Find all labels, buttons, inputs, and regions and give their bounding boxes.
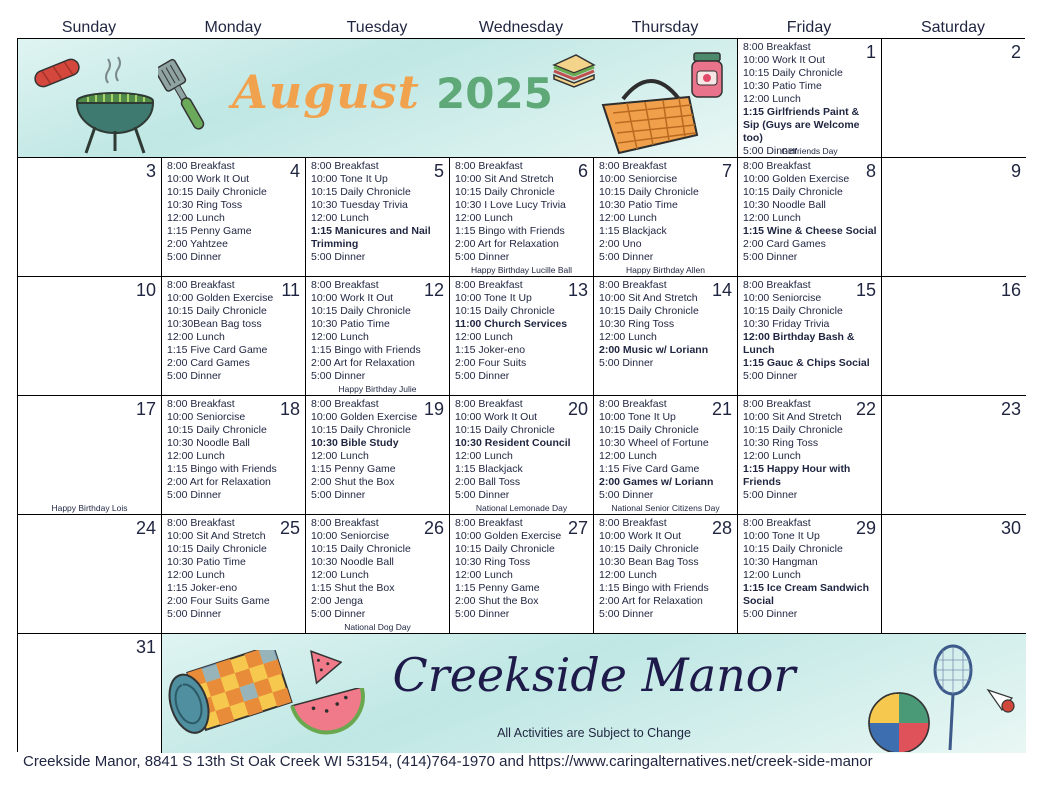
activity-item: 8:00 Breakfast	[167, 517, 235, 529]
activity-item: 10:15 Daily Chronicle	[455, 305, 555, 317]
activity-item: 8:00 Breakfast	[743, 398, 811, 410]
activity-item: 10:30 Resident Council	[455, 437, 571, 449]
day-number: 17	[135, 399, 156, 419]
activity-list	[599, 279, 733, 370]
activity-item: 5:00 Dinner	[599, 251, 654, 263]
activity-item: 10:30 Patio Time	[167, 556, 246, 568]
activity-item: 10:00 Tone It Up	[599, 411, 676, 423]
day-cell-6	[450, 158, 594, 277]
activity-item: 10:00 Work It Out	[743, 54, 826, 66]
activity-item: 10:15 Daily Chronicle	[743, 186, 843, 198]
day-number: 22	[855, 399, 876, 419]
activity-item: 10:15 Daily Chronicle	[599, 424, 699, 436]
activity-item: 5:00 Dinner	[311, 370, 366, 382]
day-number: 24	[135, 518, 156, 538]
activity-item: 10:15 Daily Chronicle	[311, 186, 411, 198]
day-number: 29	[855, 518, 876, 538]
activity-item: 5:00 Dinner	[743, 489, 798, 501]
activity-item: 10:30 Friday Trivia	[743, 318, 830, 330]
activity-item: 12:00 Lunch	[743, 212, 801, 224]
weekday-monday: Monday	[204, 19, 262, 36]
activity-item: 5:00 Dinner	[455, 489, 510, 501]
activity-item: 8:00 Breakfast	[167, 279, 235, 291]
activity-item: 10:30 Noodle Ball	[743, 199, 826, 211]
activity-item: 2:00 Shut the Box	[311, 476, 395, 488]
day-number: 20	[567, 399, 588, 419]
activity-item: 5:00 Dinner	[455, 370, 510, 382]
day-number: 31	[135, 637, 156, 657]
activity-item: 1:15 Five Card Game	[167, 344, 268, 356]
activity-item: 12:00 Lunch	[167, 450, 225, 462]
day-cell-30	[882, 515, 1026, 634]
day-cell-19	[306, 396, 450, 515]
activity-item: 12:00 Lunch	[455, 331, 513, 343]
day-number: 8	[865, 161, 876, 181]
activity-item: 12:00 Lunch	[311, 569, 369, 581]
day-cell-23	[882, 396, 1026, 515]
day-number: 1	[865, 42, 876, 62]
day-cell-11	[162, 277, 306, 396]
activity-item: 12:00 Lunch	[167, 212, 225, 224]
activity-item: 2:00 Jenga	[311, 595, 363, 607]
activity-item: 8:00 Breakfast	[311, 398, 379, 410]
activity-item: 12:00 Lunch	[599, 331, 657, 343]
activity-list	[743, 41, 877, 158]
activity-item: 10:15 Daily Chronicle	[743, 543, 843, 555]
activity-item: 10:15 Daily Chronicle	[311, 305, 411, 317]
activity-item: 1:15 Bingo with Friends	[311, 344, 421, 356]
day-cell-27	[450, 515, 594, 634]
activity-item: 10:30Bean Bag toss	[167, 318, 262, 330]
activity-item: 10:30 Ring Toss	[599, 318, 675, 330]
activity-item: 12:00 Lunch	[311, 212, 369, 224]
day-number: 18	[279, 399, 300, 419]
activity-item: 10:15 Daily Chronicle	[167, 543, 267, 555]
day-number: 7	[721, 161, 732, 181]
day-cell-1	[738, 39, 882, 158]
activity-item: 8:00 Breakfast	[599, 398, 667, 410]
weekday-tuesday: Tuesday	[346, 19, 408, 36]
activity-item: 10:30 Patio Time	[743, 80, 822, 92]
activity-item: 2:00 Art for Relaxation	[311, 357, 415, 369]
jam-jar-icon	[688, 51, 726, 101]
activity-item: 2:00 Ball Toss	[455, 476, 521, 488]
activity-item: 10:15 Daily Chronicle	[455, 186, 555, 198]
year-title: 2025	[436, 69, 553, 118]
activity-item: 10:00 Golden Exercise	[167, 292, 274, 304]
footer-banner	[162, 634, 1026, 753]
activity-item: 5:00 Dinner	[311, 608, 366, 620]
activity-item: 5:00 Dinner	[743, 145, 798, 157]
activity-item: 10:15 Daily Chronicle	[167, 424, 267, 436]
activity-item: 5:00 Dinner	[167, 251, 222, 263]
activity-item: 1:15 Blackjack	[455, 463, 523, 475]
activity-item: 1:15 Bingo with Friends	[599, 582, 709, 594]
activity-item: 2:00 Music w/ Loriann	[599, 344, 709, 356]
activity-item: 10:00 Work It Out	[311, 292, 394, 304]
shuttlecock-icon	[982, 680, 1022, 720]
day-number: 3	[145, 161, 156, 181]
day-cell-2	[882, 39, 1026, 158]
day-number: 14	[711, 280, 732, 300]
grill-icon	[70, 55, 160, 155]
activity-item: 10:15 Daily Chronicle	[599, 186, 699, 198]
activity-item: 8:00 Breakfast	[743, 41, 811, 53]
activity-item: 10:30 Tuesday Trivia	[311, 199, 408, 211]
day-number: 23	[1000, 399, 1021, 419]
activity-item: 5:00 Dinner	[167, 489, 222, 501]
day-cell-5	[306, 158, 450, 277]
activity-item: 10:00 Sit And Stretch	[743, 411, 842, 423]
day-number: 2	[1010, 42, 1021, 62]
activity-list	[167, 160, 301, 264]
activity-list	[167, 279, 301, 383]
day-number: 4	[289, 161, 300, 181]
day-note: National Dog Day	[344, 622, 411, 632]
activity-item: 1:15 Bingo with Friends	[455, 225, 565, 237]
activity-item: 10:30 Hangman	[743, 556, 818, 568]
activity-item: 1:15 Five Card Game	[599, 463, 700, 475]
day-number: 11	[281, 280, 300, 300]
day-cell-4	[162, 158, 306, 277]
activity-item: 12:00 Lunch	[743, 450, 801, 462]
day-number: 6	[577, 161, 588, 181]
day-number: 13	[567, 280, 588, 300]
day-number: 16	[1000, 280, 1021, 300]
activity-item: 10:15 Daily Chronicle	[599, 305, 699, 317]
activity-item: 10:00 Work It Out	[599, 530, 682, 542]
weekday-sunday: Sunday	[61, 19, 117, 36]
weekday-friday: Friday	[786, 19, 832, 36]
activity-item: 1:15 Bingo with Friends	[167, 463, 277, 475]
activity-item: 1:15 Penny Game	[311, 463, 396, 475]
activity-item: 1:15 Happy Hour with Friends	[743, 463, 851, 488]
activity-item: 1:15 Joker-eno	[455, 344, 526, 356]
activity-item: 8:00 Breakfast	[599, 160, 667, 172]
activity-item: 10:00 Seniorcise	[167, 411, 246, 423]
activity-item: 10:30 I Love Lucy Trivia	[455, 199, 566, 211]
spatula-icon	[158, 57, 208, 137]
activity-item: 10:15 Daily Chronicle	[743, 67, 843, 79]
activity-item: 10:00 Work It Out	[167, 173, 250, 185]
activity-item: 5:00 Dinner	[599, 357, 654, 369]
activity-item: 2:00 Four Suits Game	[167, 595, 270, 607]
activity-item: 10:15 Daily Chronicle	[167, 186, 267, 198]
activity-item: 2:00 Shut the Box	[455, 595, 539, 607]
day-cell-18	[162, 396, 306, 515]
activity-item: 8:00 Breakfast	[599, 517, 667, 529]
activity-list	[455, 160, 589, 264]
activity-item: 8:00 Breakfast	[455, 279, 523, 291]
day-cell-31	[18, 634, 162, 753]
activity-item: 12:00 Birthday Bash & Lunch	[743, 331, 855, 356]
day-number: 30	[1000, 518, 1021, 538]
activity-item: 10:15 Daily Chronicle	[311, 424, 411, 436]
activity-list	[599, 398, 733, 502]
activity-item: 10:00 Sit And Stretch	[167, 530, 266, 542]
day-cell-29	[738, 515, 882, 634]
activity-item: 1:15 Manicures and Nail Trimming	[311, 225, 431, 250]
activity-item: 10:30 Noodle Ball	[311, 556, 394, 568]
activity-item: 10:00 Work It Out	[455, 411, 538, 423]
calendar-grid	[17, 38, 1025, 752]
activity-item: 5:00 Dinner	[599, 489, 654, 501]
day-cell-21	[594, 396, 738, 515]
activity-item: 2:00 Art for Relaxation	[599, 595, 703, 607]
activity-item: 12:00 Lunch	[311, 331, 369, 343]
activity-item: 12:00 Lunch	[311, 450, 369, 462]
activity-item: 12:00 Lunch	[455, 450, 513, 462]
activity-list	[743, 279, 877, 383]
activity-item: 2:00 Art for Relaxation	[167, 476, 271, 488]
activity-list	[743, 398, 877, 502]
activity-item: 1:15 Gauc & Chips Social	[743, 357, 870, 369]
day-number: 15	[855, 280, 876, 300]
day-cell-15	[738, 277, 882, 396]
activity-item: 12:00 Lunch	[599, 569, 657, 581]
activity-item: 1:15 Joker-eno	[167, 582, 238, 594]
activity-item: 10:00 Golden Exercise	[743, 173, 850, 185]
activity-item: 1:15 Wine & Cheese Social	[743, 225, 877, 237]
footer-subtitle: All Activities are Subject to Change	[497, 726, 691, 740]
activity-item: 12:00 Lunch	[743, 93, 801, 105]
weekday-thursday: Thursday	[631, 19, 699, 36]
activity-item: 12:00 Lunch	[599, 212, 657, 224]
activity-list	[311, 160, 445, 264]
day-note: Girlfriends Day	[781, 146, 838, 156]
activity-item: 5:00 Dinner	[743, 251, 798, 263]
activity-item: 5:00 Dinner	[455, 251, 510, 263]
footer-title: Creekside Manor	[392, 648, 796, 702]
activity-item: 10:00 Tone It Up	[743, 530, 820, 542]
day-cell-7	[594, 158, 738, 277]
activity-item: 8:00 Breakfast	[311, 160, 379, 172]
day-number: 26	[423, 518, 444, 538]
activity-item: 10:00 Golden Exercise	[455, 530, 562, 542]
activity-item: 8:00 Breakfast	[743, 279, 811, 291]
beach-ball-icon	[866, 690, 932, 752]
day-number: 5	[433, 161, 444, 181]
activity-list	[599, 517, 733, 621]
day-number: 10	[135, 280, 156, 300]
activity-item: 5:00 Dinner	[455, 608, 510, 620]
day-note: Happy Birthday Julie	[338, 384, 417, 394]
activity-item: 1:15 Shut the Box	[311, 582, 395, 594]
activity-item: 2:00 Games w/ Loriann	[599, 476, 714, 488]
day-cell-17	[18, 396, 162, 515]
activity-item: 10:00 Seniorcise	[311, 530, 390, 542]
activity-item: 1:15 Penny Game	[455, 582, 540, 594]
activity-item: 8:00 Breakfast	[167, 160, 235, 172]
activity-item: 10:30 Noodle Ball	[167, 437, 250, 449]
activity-item: 5:00 Dinner	[167, 608, 222, 620]
activity-item: 11:00 Church Services	[455, 318, 568, 330]
activity-item: 10:15 Daily Chronicle	[599, 543, 699, 555]
activity-item: 10:15 Daily Chronicle	[167, 305, 267, 317]
day-cell-22	[738, 396, 882, 515]
activity-item: 12:00 Lunch	[455, 212, 513, 224]
day-note: Happy Birthday Allen	[626, 265, 705, 275]
day-note: Happy Birthday Lucille Ball	[470, 265, 573, 275]
day-cell-20	[450, 396, 594, 515]
weekday-header-row	[17, 17, 1025, 39]
activity-list	[167, 517, 301, 621]
activity-item: 10:30 Ring Toss	[167, 199, 243, 211]
day-cell-25	[162, 515, 306, 634]
day-note: National Lemonade Day	[475, 503, 568, 513]
picnic-basket-icon	[593, 69, 703, 158]
activity-item: 2:00 Four Suits	[455, 357, 527, 369]
activity-item: 10:30 Bible Study	[311, 437, 399, 449]
activity-item: 8:00 Breakfast	[743, 160, 811, 172]
activity-item: 5:00 Dinner	[311, 251, 366, 263]
activity-item: 10:00 Seniorcise	[743, 292, 822, 304]
activity-list	[743, 160, 877, 264]
weekday-wednesday: Wednesday	[478, 19, 564, 36]
activity-item: 2:00 Card Games	[743, 238, 826, 250]
activity-item: 10:30 Patio Time	[311, 318, 390, 330]
activity-list	[311, 279, 445, 383]
activity-item: 8:00 Breakfast	[743, 517, 811, 529]
day-number: 12	[423, 280, 444, 300]
day-cell-28	[594, 515, 738, 634]
footer-address: Creekside Manor, 8841 S 13th St Oak Creek WI 53154, (414)764-1970 and https://www.caringalternatives.net/creek-side-manor	[23, 753, 873, 770]
activity-item: 2:00 Art for Relaxation	[455, 238, 559, 250]
day-cell-8	[738, 158, 882, 277]
sandwich-icon	[548, 51, 598, 93]
activity-item: 1:15 Blackjack	[599, 225, 667, 237]
activity-item: 12:00 Lunch	[167, 331, 225, 343]
day-cell-24	[18, 515, 162, 634]
activity-item: 10:15 Daily Chronicle	[311, 543, 411, 555]
activity-item: 10:00 Sit And Stretch	[599, 292, 698, 304]
activity-list	[743, 517, 877, 621]
activity-item: 1:15 Girlfriends Paint & Sip (Guys are Welcome too)	[743, 106, 860, 144]
activity-item: 8:00 Breakfast	[167, 398, 235, 410]
day-number: 28	[711, 518, 732, 538]
activity-list	[599, 160, 733, 264]
activity-item: 8:00 Breakfast	[455, 160, 523, 172]
activity-item: 8:00 Breakfast	[311, 517, 379, 529]
badminton-racket-icon	[930, 644, 976, 753]
activity-item: 8:00 Breakfast	[455, 517, 523, 529]
activity-item: 12:00 Lunch	[743, 569, 801, 581]
activity-item: 2:00 Uno	[599, 238, 642, 250]
day-cell-9	[882, 158, 1026, 277]
activity-item: 10:00 Golden Exercise	[311, 411, 418, 423]
day-cell-12	[306, 277, 450, 396]
activity-item: 8:00 Breakfast	[455, 398, 523, 410]
activity-item: 10:30 Ring Toss	[743, 437, 819, 449]
activity-item: 10:30 Wheel of Fortune	[599, 437, 709, 449]
activity-item: 8:00 Breakfast	[311, 279, 379, 291]
activity-item: 2:00 Yahtzee	[167, 238, 228, 250]
activity-item: 10:15 Daily Chronicle	[743, 305, 843, 317]
activity-list	[455, 517, 589, 621]
activity-list	[455, 398, 589, 502]
activity-list	[311, 517, 445, 621]
day-number: 25	[279, 518, 300, 538]
activity-item: 10:30 Ring Toss	[455, 556, 531, 568]
activity-item: 5:00 Dinner	[167, 370, 222, 382]
activity-item: 10:30 Patio Time	[599, 199, 678, 211]
day-cell-10	[18, 277, 162, 396]
activity-list	[455, 279, 589, 383]
day-note: Happy Birthday Lois	[51, 503, 128, 513]
activity-item: 5:00 Dinner	[743, 370, 798, 382]
activity-item: 1:15 Ice Cream Sandwich Social	[743, 582, 870, 607]
day-number: 21	[711, 399, 732, 419]
activity-item: 10:00 Sit And Stretch	[455, 173, 554, 185]
day-number: 19	[423, 399, 444, 419]
day-number: 27	[567, 518, 588, 538]
activity-item: 5:00 Dinner	[311, 489, 366, 501]
activity-item: 12:00 Lunch	[167, 569, 225, 581]
day-cell-16	[882, 277, 1026, 396]
activity-list	[311, 398, 445, 502]
activity-item: 2:00 Card Games	[167, 357, 250, 369]
activity-item: 5:00 Dinner	[743, 608, 798, 620]
activity-item: 10:00 Tone It Up	[455, 292, 532, 304]
activity-list	[167, 398, 301, 502]
activity-item: 12:00 Lunch	[455, 569, 513, 581]
activity-item: 10:15 Daily Chronicle	[455, 424, 555, 436]
activity-item: 8:00 Breakfast	[599, 279, 667, 291]
activity-item: 10:30 Bean Bag Toss	[599, 556, 699, 568]
day-cell-26	[306, 515, 450, 634]
day-note: National Senior Citizens Day	[611, 503, 720, 513]
day-cell-14	[594, 277, 738, 396]
activity-item: 10:00 Seniorcise	[599, 173, 678, 185]
day-cell-3	[18, 158, 162, 277]
month-title: August	[232, 65, 420, 119]
activity-item: 10:15 Daily Chronicle	[743, 424, 843, 436]
activity-item: 10:15 Daily Chronicle	[455, 543, 555, 555]
day-number: 9	[1010, 161, 1021, 181]
month-banner	[18, 39, 738, 158]
day-cell-13	[450, 277, 594, 396]
activity-item: 10:00 Tone It Up	[311, 173, 388, 185]
activity-item: 5:00 Dinner	[599, 608, 654, 620]
activity-item: 12:00 Lunch	[599, 450, 657, 462]
activity-item: 1:15 Penny Game	[167, 225, 252, 237]
weekday-saturday: Saturday	[920, 19, 986, 36]
